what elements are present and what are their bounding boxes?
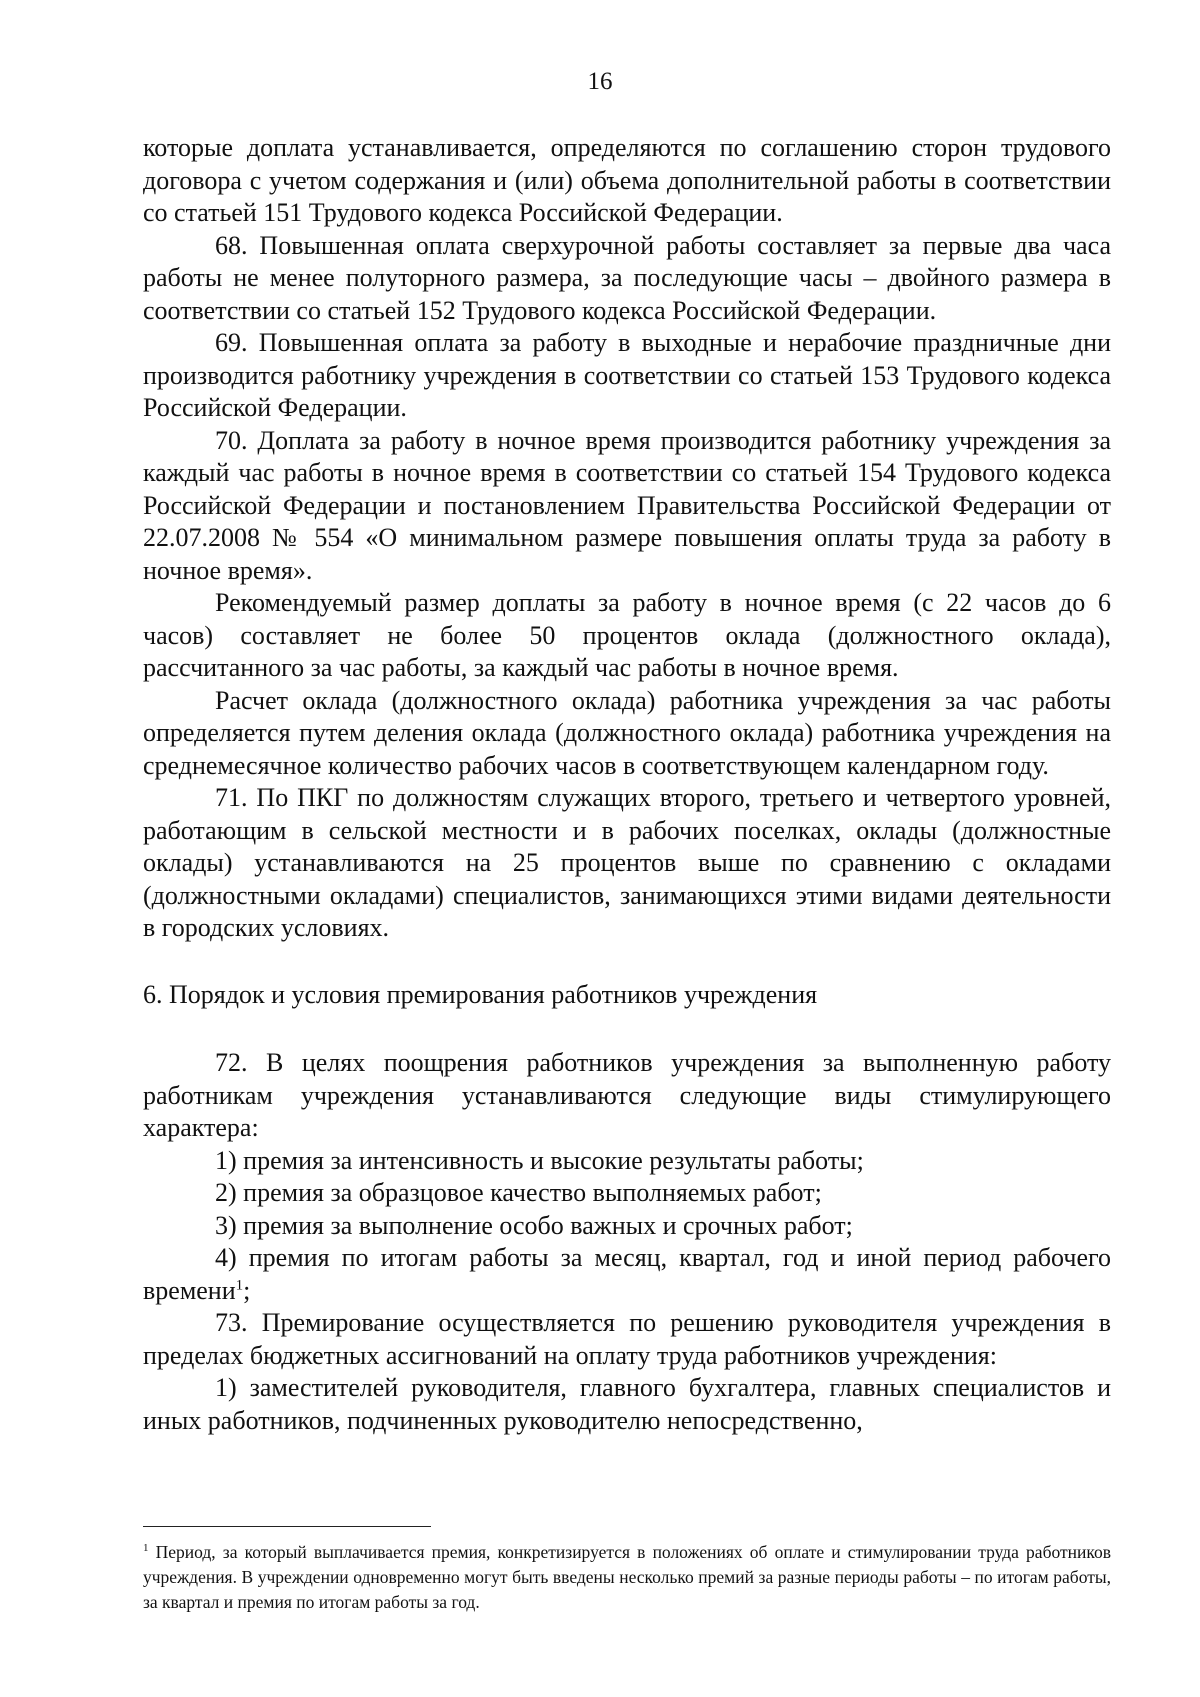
list-item-72-3: 3) премия за выполнение особо важных и срочных работ; (215, 1210, 853, 1240)
paragraph-continuation: которые доплата устанавливается, определяются по соглашению сторон трудового договора с учетом содержания и (или) объема дополнительной работы в соответствии со статьей 151 Трудового кодекса Российской Федерации. (143, 133, 1111, 227)
footnotes (143, 1540, 1111, 1615)
paragraph-68: 68. Повышенная оплата сверхурочной работы составляет за первые два часа работы не менее полуторного размера, за последующие часы – двойного размера в соответствии со статьей 152 Трудового кодекса Российской Федерации. (143, 230, 1111, 325)
paragraph-70-calculation: Расчет оклада (должностного оклада) работника учреждения за час работы определяется путем деления оклада (должностного оклада) работника учреждения на среднемесячное количество рабочих часов в соответствующем календарном году. (143, 685, 1111, 780)
paragraph-73: 73. Премирование осуществляется по решению руководителя учреждения в пределах бюджетных ассигнований на оплату труда работников учреждения: (143, 1308, 1111, 1370)
footnote-reference: 1 (235, 1276, 244, 1293)
list-item-72-4 (143, 1242, 1111, 1307)
list-item-72-4-end: ; (243, 1275, 251, 1305)
document-body (143, 132, 1111, 1437)
paragraph-71: 71. По ПКГ по должностям служащих второго, третьего и четвертого уровней, работающим в сельской местности и в рабочих поселках, оклады (должностные оклады) устанавливаются на 25 процентов выше по сравнению с окладами (должностными окладами) специалистов, занимающихся этими видами деятельности в городских условиях. (143, 783, 1111, 942)
paragraph-70-recommended: Рекомендуемый размер доплаты за работу в ночное время (с 22 часов до 6 часов) составляет не более 50 процентов оклада (должностного оклада), рассчитанного за час работы, за каждый час работы в ночное время. (143, 588, 1111, 682)
page-number: 16 (587, 68, 613, 95)
section-heading: 6. Порядок и условия премирования работников учреждения (143, 979, 818, 1009)
paragraph-70: 70. Доплата за работу в ночное время производится работнику учреждения за каждый час работы в ночное время в соответствии со статьей 154 Трудового кодекса Российской Федерации и постановлением Правительства Российской Федерации от 22.07.2008 № 554 «О минимальном размере повышения оплаты труда за работу в ночное время». (143, 425, 1111, 585)
paragraph-69: 69. Повышенная оплата за работу в выходные и нерабочие праздничные дни производится работнику учреждения в соответствии со статьей 153 Трудового кодекса Российской Федерации. (143, 328, 1111, 422)
footnote-mark: 1 (143, 1542, 149, 1555)
paragraph-72: 72. В целях поощрения работников учреждения за выполненную работу работникам учреждения устанавливаются следующие виды стимулирующего характера: (143, 1048, 1111, 1142)
list-item-72-1: 1) премия за интенсивность и высокие результаты работы; (215, 1145, 864, 1175)
list-item-73-1: 1) заместителей руководителя, главного бухгалтера, главных специалистов и иных работников, подчиненных руководителю непосредственно, (143, 1373, 1111, 1435)
footnote-1 (143, 1540, 1111, 1615)
footnote-text: Период, за который выплачивается премия, конкретизируется в положениях об оплате и стимулировании труда работников учреждения. В учреждении одновременно могут быть введены несколько премий за разные периоды работы – по итогам работы, за квартал и премия по итогам работы за год. (143, 1542, 1111, 1612)
list-item-72-2: 2) премия за образцовое качество выполняемых работ; (215, 1178, 822, 1207)
footnote-separator (143, 1526, 431, 1527)
list-item-72-4-text: 4) премия по итогам работы за месяц, квартал, год и иной период рабочего времени (143, 1243, 1111, 1305)
